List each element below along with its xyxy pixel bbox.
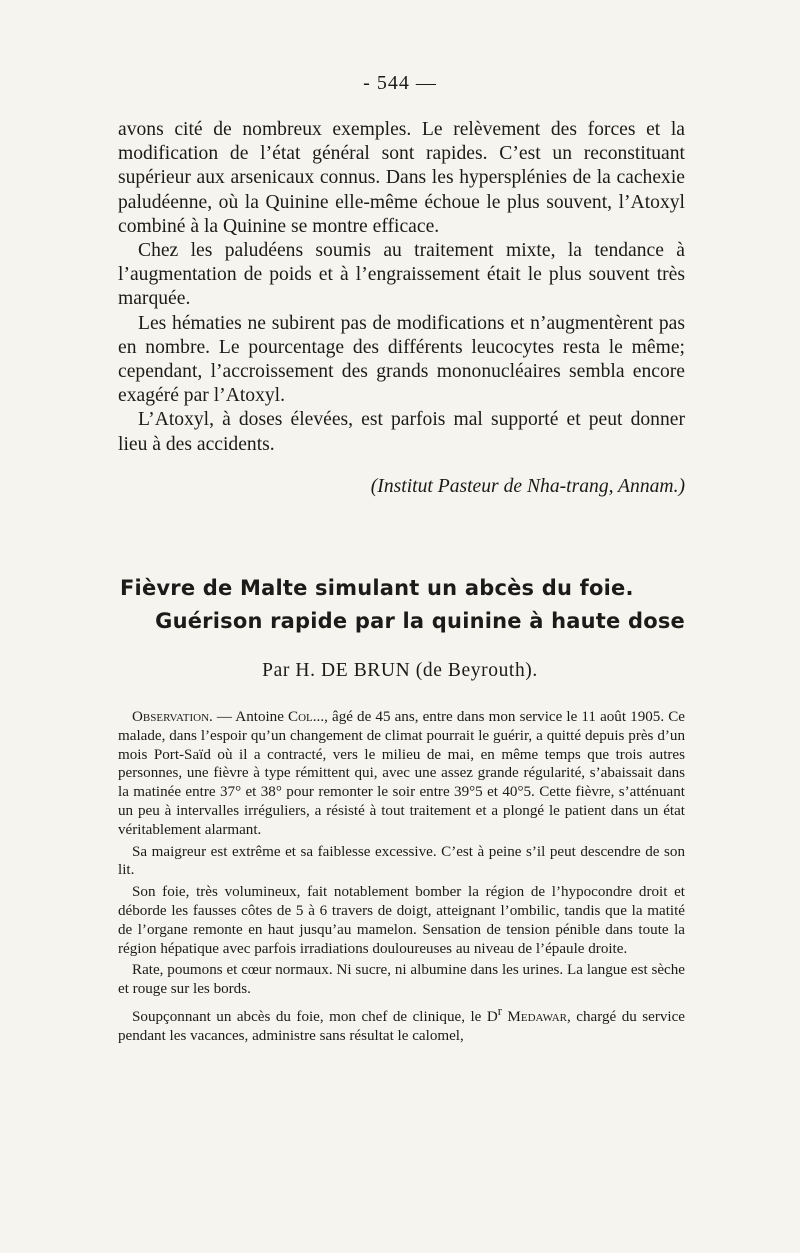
observation-label: Observation. (132, 709, 213, 725)
paragraph: Rate, poumons et cœur normaux. Ni sucre, ni albumine dans les urines. La langue est sèche et rouge sur les bords. (118, 962, 685, 998)
obs-rest: , âgé de 45 ans, entre dans mon service le 11 août 1905. Ce malade, dans l’espoir qu’un changement de climat pourrait le guérir, a quitté depuis près d’un mois Port-Saïd où il a contracté, vers le milieu de mai, en même temps que trois autres personnes, une fièvre à type rémittent qui, avec une assez grande régularité, s’abaissait dans la matinée entre 37° et 38° pour remonter le soir entre 39°5 et 40°5. Cette fièvre, s’atténuant un peu à intervalles irréguliers, a résisté à tout traitement et a plongé le patient dans un état véritablement alarmant. (118, 709, 685, 838)
superscript-r: r (497, 1003, 502, 1018)
doctor-name: Medawar, (501, 1008, 571, 1025)
page-number: - 544 — (363, 72, 437, 94)
para5-end: chargé du service pendant les vacances, administre sans résultat le calomel, (118, 1008, 685, 1044)
paragraph: Chez les paludéens soumis au traitement mixte, la tendance à l’augmentation de poids et à l’engraissement était le plus souvent très marquée. (118, 240, 685, 310)
article-title-line1: Fièvre de Malte simulant un abcès du foie. (120, 576, 634, 600)
paragraph: avons cité de nombreux exemples. Le relèvement des forces et la modification de l’état général sont rapides. C’est un reconstituant supérieur aux arsenicaux connus. Dans les hypersplénies de la cachexie paludéenne, où la Quinine elle-même échoue le plus souvent, l’Atoxyl combiné à la Quinine se montre efficace. (118, 119, 685, 237)
paragraph (118, 1002, 685, 1046)
byline: Par H. DE BRUN (de Beyrouth). (262, 660, 538, 681)
obs-intro: — Antoine (212, 709, 289, 725)
observation-paragraph (118, 708, 685, 840)
paragraph: L’Atoxyl, à doses élevées, est parfois mal supporté et peut donner lieu à des accidents. (118, 409, 685, 455)
article-body (118, 708, 685, 1049)
article-title-line2: Guérison rapide par la quinine à haute dose (155, 609, 685, 633)
paragraph: Sa maigreur est extrême et sa faiblesse excessive. C’est à peine s’il peut descendre de son lit. (118, 843, 685, 879)
paragraph: Son foie, très volumineux, fait notablement bomber la région de l’hypocondre droit et déborde les fausses côtes de 5 à 6 travers de doigt, atteignant l’ombilic, tandis que la matité de l’organe remonte en haut jusqu’au mamelon. Sensation de tension pénible dans toute la région hépatique avec parfois irradiations douloureuses au niveau de l’épaule droite. (118, 884, 685, 957)
para5-start: Soupçonnant un abcès du foie, mon chef de clinique, le D (132, 1008, 498, 1025)
upper-text-block (118, 118, 685, 457)
patient-name: Col... (288, 709, 325, 725)
signature: (Institut Pasteur de Nha-trang, Annam.) (370, 476, 685, 497)
paragraph: Les hématies ne subirent pas de modifications et n’augmentèrent pas en nombre. Le pourcentage des différents leucocytes resta le même; cependant, l’accroissement des grands mononucléaires sembla encore exagéré par l’Atoxyl. (118, 312, 685, 407)
